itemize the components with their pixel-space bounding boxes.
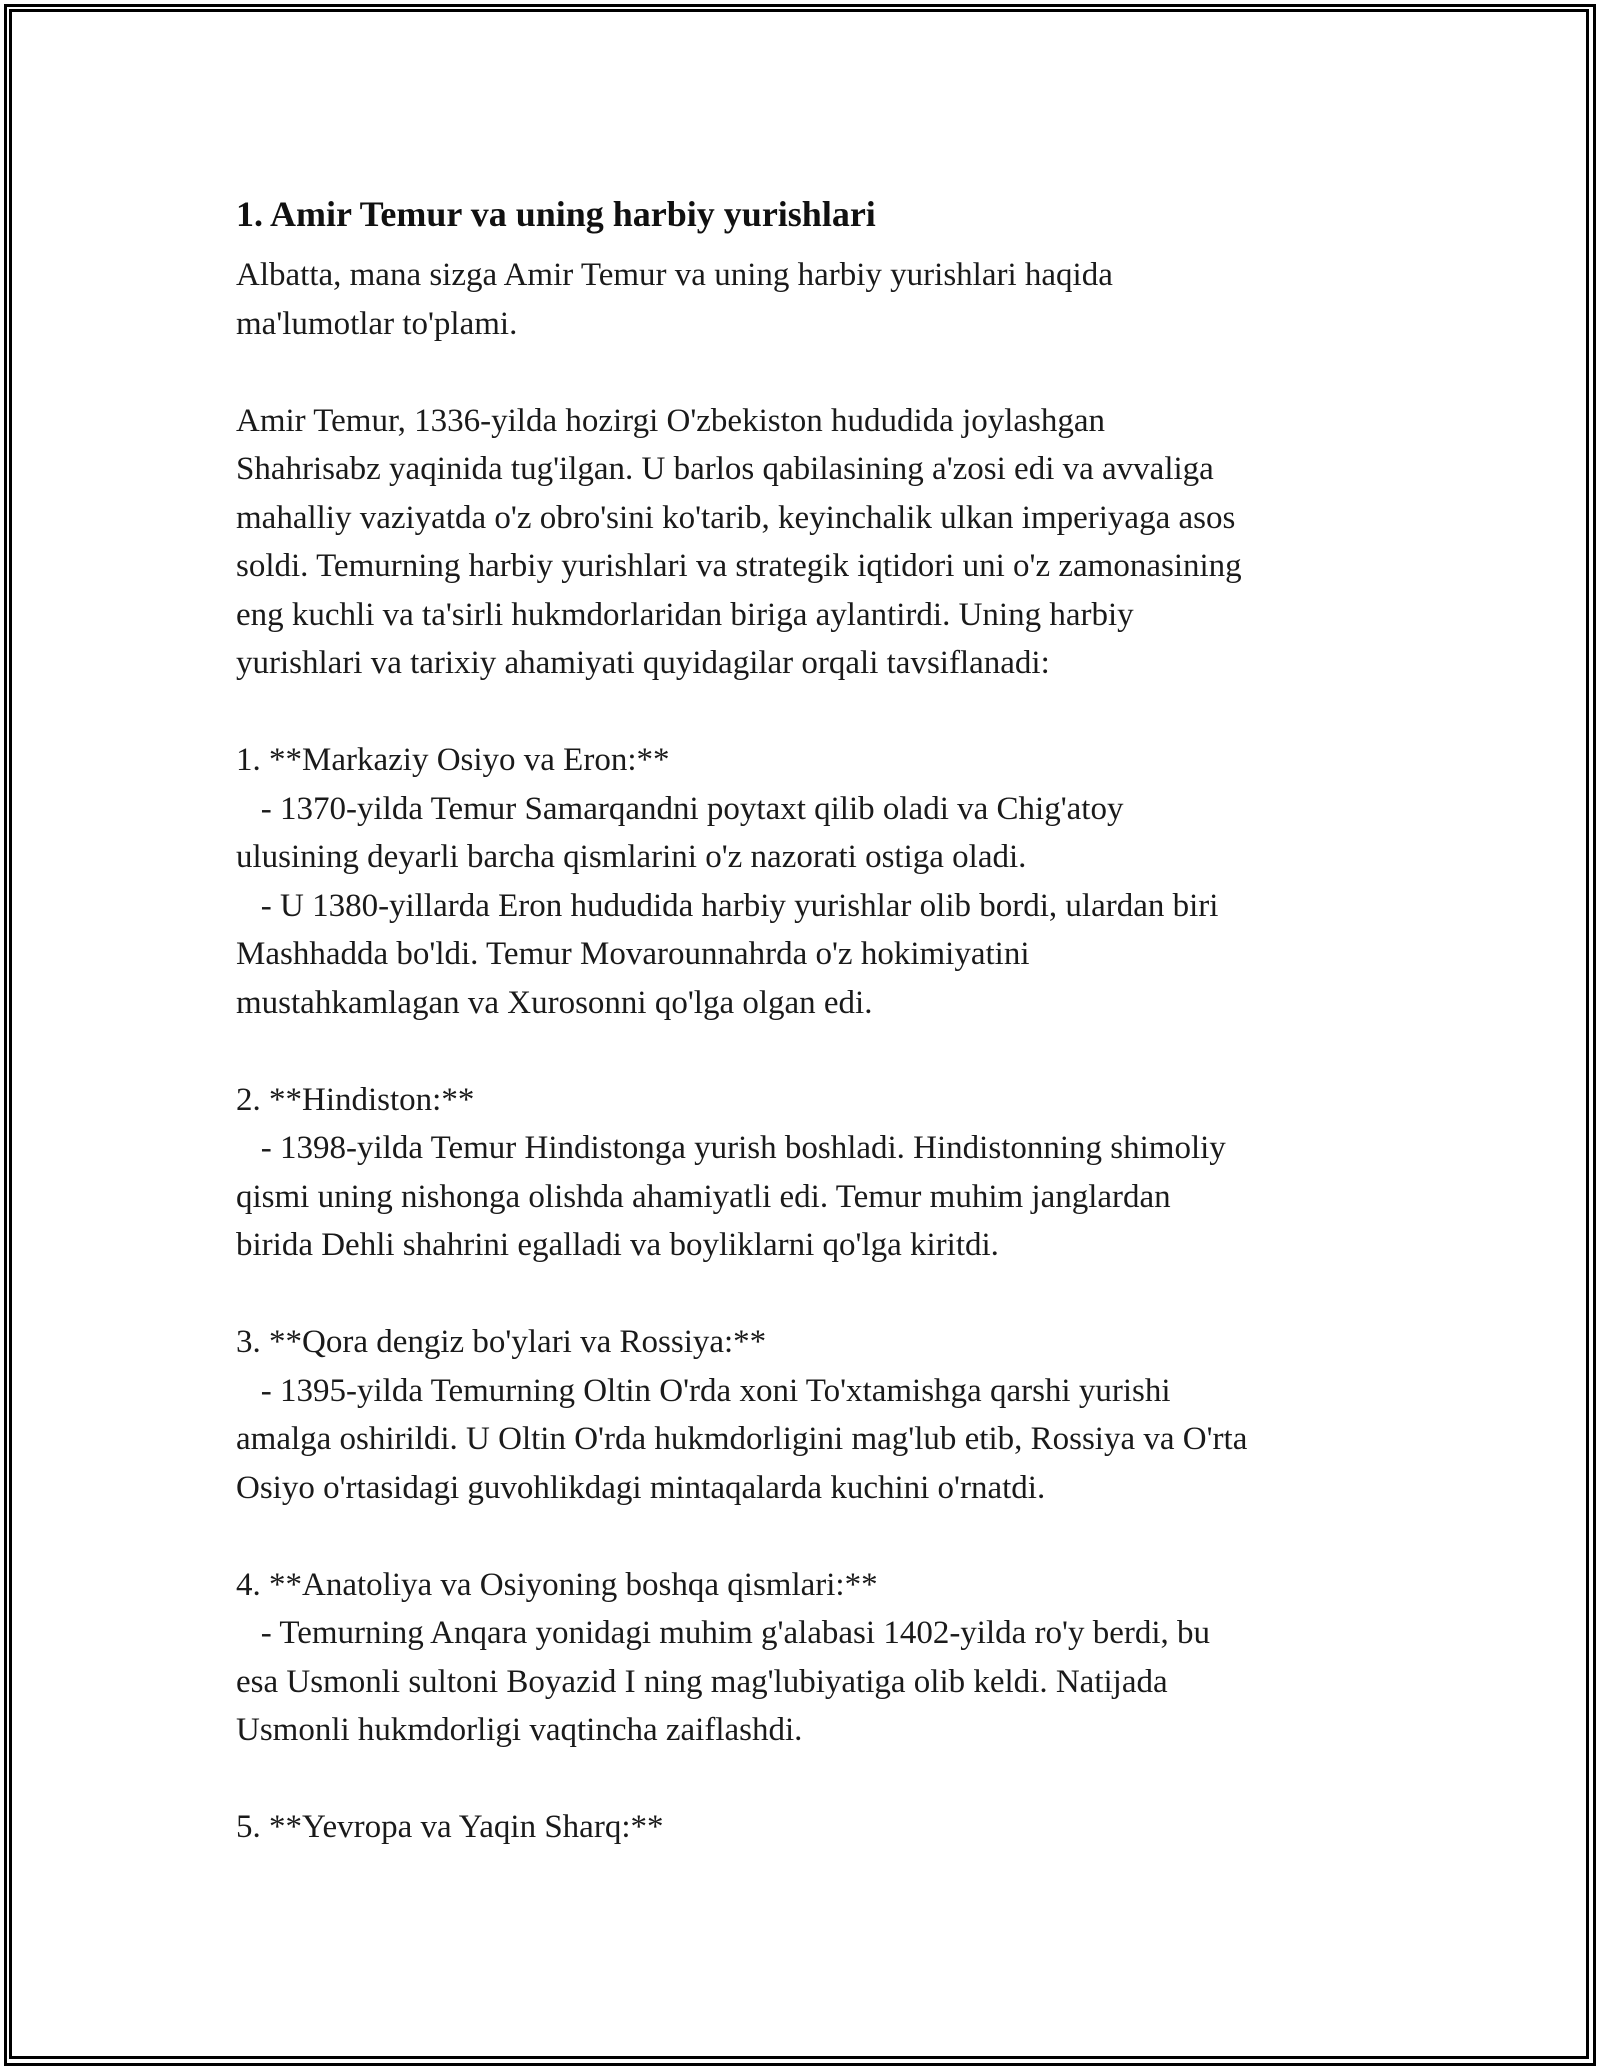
- text-line: yurishlari va tarixiy ahamiyati quyidagilar orqali tavsiflanadi:: [236, 645, 1050, 681]
- document-body: [236, 185, 1366, 1900]
- section-heading: 4. **Anatoliya va Osiyoning boshqa qismlari:**: [236, 1566, 878, 1603]
- section-india: [236, 1076, 1366, 1270]
- text-line: birida Dehli shahrini egalladi va boyliklarni qo'lga kiritdi.: [236, 1227, 999, 1263]
- document-title: 1. Amir Temur va uning harbiy yurishlari: [236, 194, 876, 234]
- text-line: Shahrisabz yaqinida tug'ilgan. U barlos qabilasining a'zosi edi va avvaliga: [236, 451, 1214, 487]
- text-line: ma'lumotlar to'plami.: [236, 305, 518, 342]
- section-black-sea-russia: [236, 1318, 1366, 1512]
- text-line: - 1395-yilda Temurning Oltin O'rda xoni To'xtamishga qarshi yurishi: [236, 1372, 1171, 1409]
- intro-paragraph: [236, 251, 1366, 348]
- section-anatolia: [236, 1561, 1366, 1755]
- text-line: - Temurning Anqara yonidagi muhim g'alabasi 1402-yilda ro'y berdi, bu: [236, 1615, 1211, 1651]
- text-line: Amir Temur, 1336-yilda hozirgi O'zbekiston hududida joylashgan: [236, 402, 1106, 439]
- section-europe-near-east: [236, 1803, 1366, 1852]
- section-heading: 2. **Hindiston:**: [236, 1081, 475, 1118]
- text-line: amalga oshirildi. U Oltin O'rda hukmdorligini mag'lub etib, Rossiya va O'rta: [236, 1421, 1248, 1457]
- text-line: Osiyo o'rtasidagi guvohlikdagi mintaqalarda kuchini o'rnatdi.: [236, 1469, 1046, 1506]
- text-line: ulusining deyarli barcha qismlarini o'z nazorati ostiga oladi.: [236, 839, 1027, 875]
- text-line: Mashhadda bo'ldi. Temur Movarounnahrda o'z hokimiyatini: [236, 936, 1030, 972]
- overview-paragraph: [236, 397, 1366, 688]
- text-line: mahalliy vaziyatda o'z obro'sini ko'tarib, keyinchalik ulkan imperiyaga asos: [236, 499, 1236, 536]
- section-heading: 3. **Qora dengiz bo'ylari va Rossiya:**: [236, 1324, 767, 1360]
- text-line: soldi. Temurning harbiy yurishlari va strategik iqtidori uni o'z zamonasining: [236, 548, 1242, 584]
- text-line: eng kuchli va ta'sirli hukmdorlaridan biriga aylantirdi. Uning harbiy: [236, 596, 1134, 633]
- text-line: mustahkamlagan va Xurosonni qo'lga olgan edi.: [236, 984, 873, 1021]
- text-line: Usmonli hukmdorligi vaqtincha zaiflashdi.: [236, 1712, 803, 1748]
- section-central-asia-iran: [236, 736, 1366, 1027]
- section-heading: 1. **Markaziy Osiyo va Eron:**: [236, 742, 670, 778]
- text-line: esa Usmonli sultoni Boyazid I ning mag'lubiyatiga olib keldi. Natijada: [236, 1663, 1168, 1700]
- text-line: qismi uning nishonga olishda ahamiyatli edi. Temur muhim janglardan: [236, 1178, 1171, 1215]
- text-line: Albatta, mana sizga Amir Temur va uning harbiy yurishlari haqida: [236, 257, 1113, 293]
- text-line: - 1370-yilda Temur Samarqandni poytaxt qilib oladi va Chig'atoy: [236, 790, 1124, 827]
- section-heading: 5. **Yevropa va Yaqin Sharq:**: [236, 1809, 664, 1845]
- text-line: - U 1380-yillarda Eron hududida harbiy yurishlar olib bordi, ulardan biri: [236, 887, 1219, 924]
- text-line: - 1398-yilda Temur Hindistonga yurish boshladi. Hindistonning shimoliy: [236, 1130, 1226, 1166]
